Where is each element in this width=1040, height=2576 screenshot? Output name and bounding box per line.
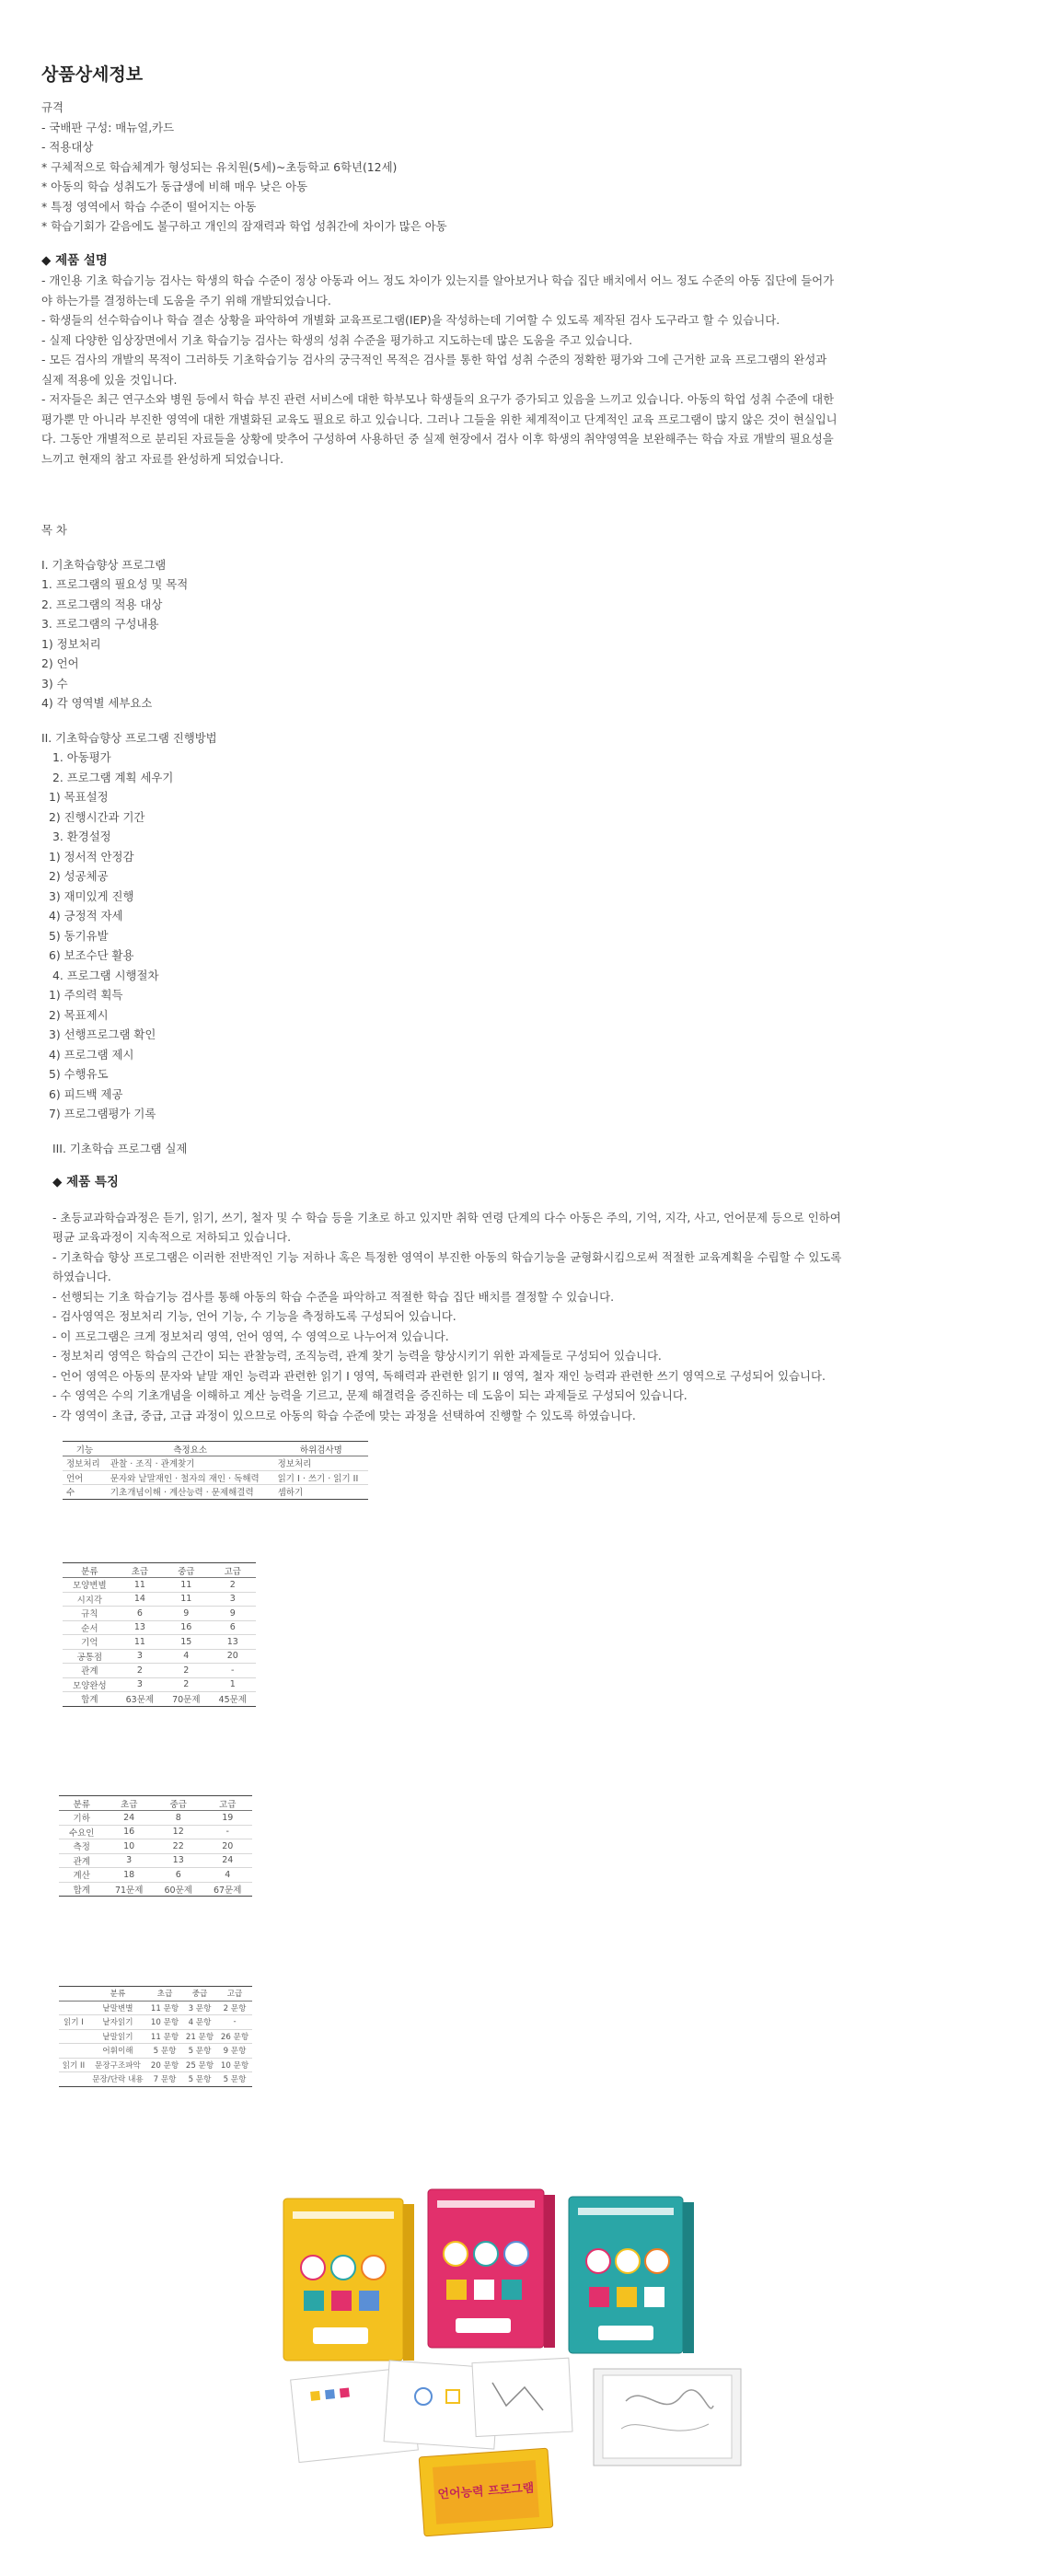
description-line: - 모든 검사의 개발의 목적이 그러하듯 기초학습기능 검사의 궁극적인 목적은 검사를 통한 학업 성취 수준의 정확한 평가와 그에 근거한 교육 프로그램의 완성과 [41,353,827,366]
table-row [59,1882,252,1897]
table-cell: 6 [154,1868,203,1883]
toc-item: 5) 동기유발 [49,928,109,943]
table-cell: 합계 [63,1692,117,1707]
table-cell: 읽기 II [59,2058,88,2072]
table-cell: 9 [163,1607,209,1621]
toc-item: 1) 정보처리 [41,636,101,651]
toc-item: 1) 목표설정 [49,790,109,804]
table-cell: 관계 [63,1664,117,1678]
table-header: 초급 [104,1796,154,1811]
toc-item: 2. 프로그램 계획 세우기 [52,770,174,784]
table-cell: 어휘이해 [88,2044,147,2059]
table-cell: 언어 [63,1470,107,1485]
table-cell: 계산 [59,1868,104,1883]
table-cell [59,2072,88,2087]
table-header: 기능 [63,1442,107,1456]
features-section [41,1173,879,1425]
toc-part-title: II. 기초학습향상 프로그램 진행방법 [41,730,217,745]
table-cell [59,2001,88,2015]
intro-line: - 국배판 구성: 매뉴얼,카드 [41,120,175,134]
table-header: 중급 [163,1563,209,1578]
table-cell: 모양완성 [63,1677,117,1692]
intro-line: - 적용대상 [41,140,94,154]
table-cell: 기초개념이해 · 계산능력 · 문제해결력 [107,1485,274,1500]
table-cell: 기억 [63,1635,117,1650]
intro-line: * 특정 영역에서 학습 수준이 떨어지는 아동 [41,199,257,214]
table-row [63,1592,256,1607]
table-cell: 5 문항 [147,2044,182,2059]
toc-item: 1. 아동평가 [52,750,111,764]
table-row [63,1649,256,1664]
table-cell: 24 [202,1853,252,1868]
table-cell: 16 [163,1620,209,1635]
description-line: 야 하는가를 결정하는데 도움을 주기 위해 개발되었습니다. [41,293,331,307]
description-section [41,251,879,470]
product-photo [276,2180,755,2539]
table-cell: 2 [163,1677,209,1692]
toc-item: 6) 피드백 제공 [49,1086,123,1101]
detail-content [41,98,879,1425]
description-line: - 개인용 기초 학습기능 검사는 학생의 학습 수준이 정상 아동과 어느 정도 차이가 있는지를 알아보거나 학습 집단 배치에서 어느 정도 수준의 아동 집단에 들어가 [41,273,835,287]
feature-line: - 언어 영역은 아동의 문자와 낱말 재인 능력과 관련한 읽기 I 영역, 독해력과 관련한 읽기 II 영역, 철자 재인 능력과 관련한 쓰기 영역으로 구성되어 있습니다. [52,1368,826,1383]
intro-line: * 아동의 학습 성취도가 동급생에 비해 매우 낮은 아동 [41,180,308,193]
table-cell: 15 [163,1635,209,1650]
toc-item: 5) 수행유도 [49,1067,109,1081]
toc-item: 3) 수 [41,676,68,690]
table-row [59,1839,252,1854]
intro-line: 규격 [41,100,64,114]
toc-item: 2) 언어 [41,656,79,670]
toc-item: 2) 목표제시 [49,1007,109,1022]
table-header: 고급 [202,1796,252,1811]
language-card-booklet [419,2448,553,2536]
toc-section [41,520,879,1158]
teal-program-box [569,2197,694,2353]
toc-item: 4. 프로그램 시행절차 [52,968,159,982]
table-cell: 낱자읽기 [88,2015,147,2030]
toc-item: 1. 프로그램의 필요성 및 목적 [41,577,189,591]
features-title: ◆ 제품 특징 [52,1175,119,1189]
feature-line: - 초등교과학습과정은 듣기, 읽기, 쓰기, 철자 및 수 학습 등을 기초로 하고 있지만 취학 연령 단계의 다수 아동은 주의, 기억, 지각, 사고, 언어문제 등으로 인하여 [52,1210,841,1224]
table-cell: 19 [202,1811,252,1826]
toc-item: 3) 재미있게 진행 [49,888,134,903]
feature-line: - 각 영역이 초급, 중급, 고급 과정이 있으므로 아동의 학습 수준에 맞는 과정을 선택하여 진행할 수 있도록 하였습니다. [52,1408,636,1422]
table-cell: 3 [104,1853,154,1868]
pink-program-box [428,2189,555,2348]
function-table [63,1441,368,1500]
table-cell: 14 [117,1592,163,1607]
table-header: 중급 [154,1796,203,1811]
page-heading: 상품상세정보 [41,64,144,85]
table-row [59,2015,252,2030]
description-line: 평가뿐 만 아니라 부진한 영역에 대한 개별화된 교육도 필요로 하고 있습니다. 그러나 그들을 위한 체계적이고 단계적인 교육 프로그램이 많지 않은 것이 현실입니 [41,412,838,426]
table-cell: 10 문항 [217,2058,252,2072]
table-cell: 4 문항 [182,2015,217,2030]
yellow-program-box [283,2199,414,2361]
table-header: 초급 [147,1987,182,2002]
table-header: 하위검사명 [274,1442,368,1456]
table-cell: 11 [117,1635,163,1650]
table-header: 분류 [88,1987,147,2002]
table-cell [59,2044,88,2059]
description-title: ◆ 제품 설명 [41,252,108,268]
feature-line: - 기초학습 향상 프로그램은 이러한 전반적인 기능 저하나 혹은 특정한 영역이 부진한 아동의 학습기능을 균형화시킴으로써 적절한 교육계획을 수립할 수 있도록 [52,1249,842,1264]
table-cell: 문장/단락 내용 [88,2072,147,2087]
description-line: 느끼고 현재의 참고 자료를 완성하게 되었습니다. [41,451,284,466]
table-cell: 45문제 [210,1692,256,1707]
table-cell: 70문제 [163,1692,209,1707]
table-cell: 4 [163,1649,209,1664]
table-cell: 63문제 [117,1692,163,1707]
table-row [63,1664,256,1678]
table-row [63,1578,256,1593]
table-cell: 11 [117,1578,163,1593]
toc-item: 1) 주의력 획득 [49,988,123,1002]
table-cell: 3 [117,1677,163,1692]
table-cell: 5 문항 [182,2044,217,2059]
feature-line: - 수 영역은 수의 기초개념을 이해하고 계산 능력을 기르고, 문제 해결력을 증진하는 데 도움이 되는 과제들로 구성되어 있습니다. [52,1388,688,1402]
table-header: 중급 [182,1987,217,2002]
table-cell: 2 문항 [217,2001,252,2015]
table-cell: 읽기 I · 쓰기 · 읽기 II [274,1470,368,1485]
table-row [59,2058,252,2072]
table-cell: 정보처리 [274,1456,368,1471]
table-cell: - [217,2015,252,2030]
table-cell: 셈하기 [274,1485,368,1500]
number-table [59,1795,252,1897]
toc-item: 4) 긍정적 자세 [49,909,123,922]
toc-item: I. 기초학습향상 프로그램 [41,557,167,572]
table-header: 고급 [210,1563,256,1578]
table-cell: 60문제 [154,1882,203,1897]
table-cell: 6 [210,1620,256,1635]
table-header: 분류 [63,1563,117,1578]
table-row [63,1607,256,1621]
toc-item: 3) 선행프로그램 확인 [49,1027,156,1041]
table-cell: 10 문항 [147,2015,182,2030]
table-cell: 20 [202,1839,252,1854]
table-header: 분류 [59,1796,104,1811]
toc-part-title: III. 기초학습 프로그램 실제 [52,1141,188,1155]
reading-table [59,1986,252,2087]
table-cell: 읽기 I [59,2015,88,2030]
table-cell: 20 문항 [147,2058,182,2072]
toc-title: 목 차 [41,523,67,537]
table-cell: 26 문항 [217,2029,252,2044]
table-cell: 관찰 · 조직 · 관계찾기 [107,1456,274,1471]
table-cell: 24 [104,1811,154,1826]
table-cell: 1 [210,1677,256,1692]
table-header [59,1987,88,2002]
worksheet-cards [291,2358,572,2462]
table-cell: 3 문항 [182,2001,217,2015]
table-row [63,1692,256,1707]
table-cell: 13 [117,1620,163,1635]
table-cell: 25 문항 [182,2058,217,2072]
table-cell: 정보처리 [63,1456,107,1471]
table-header: 초급 [117,1563,163,1578]
table-cell: 3 [210,1592,256,1607]
table-row [59,2072,252,2087]
table-cell: 수요인 [59,1825,104,1839]
toc-item: 4) 프로그램 제시 [49,1047,134,1062]
table-row [63,1456,368,1471]
table-row [63,1677,256,1692]
table-cell: 13 [210,1635,256,1650]
table-cell: 3 [117,1649,163,1664]
table-cell: 합계 [59,1882,104,1897]
table-cell: 71문제 [104,1882,154,1897]
table-row [59,1853,252,1868]
feature-line: - 정보처리 영역은 학습의 근간이 되는 관찰능력, 조직능력, 관계 찾기 능력을 향상시키기 위한 과제들로 구성되어 있습니다. [52,1349,662,1363]
toc-item: 1) 정서적 안정감 [49,849,134,864]
table-cell: 5 문항 [182,2072,217,2087]
toc-item: 3. 프로그램의 구성내용 [41,617,159,631]
table-cell: 4 [202,1868,252,1883]
intro-line: * 구체적으로 학습체계가 형성되는 유치원(5세)~초등학교 6학년(12세) [41,159,398,174]
table-cell: 9 문항 [217,2044,252,2059]
table-cell: 낱말읽기 [88,2029,147,2044]
table-row [63,1620,256,1635]
table-cell: 공통점 [63,1649,117,1664]
table-cell: 8 [154,1811,203,1826]
table-cell: 모양변별 [63,1578,117,1593]
table-cell: 수 [63,1485,107,1500]
table-cell: 11 [163,1592,209,1607]
table-cell: 규칙 [63,1607,117,1621]
table-cell: 7 문항 [147,2072,182,2087]
table-row [59,2044,252,2059]
table-cell: - [202,1825,252,1839]
table-cell: 11 [163,1578,209,1593]
table-cell: 9 [210,1607,256,1621]
table-row [59,1868,252,1883]
description-line: 다. 그동안 개별적으로 분리된 자료들을 상황에 맞추어 구성하여 사용하던 중 실제 현장에서 검사 이후 학생의 취약영역을 보완해주는 학습 자료 개발의 필요성을 [41,432,834,446]
table-cell: 12 [154,1825,203,1839]
feature-line: 평균 교육과정이 지속적으로 저하되고 있습니다. [52,1230,292,1244]
table-cell: 순서 [63,1620,117,1635]
table-row [59,2001,252,2015]
table-cell [59,2029,88,2044]
table-cell: 10 [104,1839,154,1854]
table-row [63,1485,368,1500]
description-line: 실제 적용에 있을 것입니다. [41,372,178,387]
table-cell: 18 [104,1868,154,1883]
description-line: - 학생들의 선수학습이나 학습 결손 상황을 파악하여 개별화 교육프로그램(IEP)을 작성하는데 기여할 수 있도록 제작된 검사 도구라고 할 수 있습니다. [41,313,780,327]
table-cell: 67문제 [202,1882,252,1897]
table-cell: 16 [104,1825,154,1839]
table-cell: 관계 [59,1853,104,1868]
table-row [59,2029,252,2044]
feature-line: - 이 프로그램은 크게 정보처리 영역, 언어 영역, 수 영역으로 나누어져 있습니다. [52,1329,449,1343]
table-cell: 2 [117,1664,163,1678]
table-cell: - [210,1664,256,1678]
table-cell: 측정 [59,1839,104,1854]
toc-item: 4) 각 영역별 세부요소 [41,696,153,710]
table-row [63,1470,368,1485]
intro-line: * 학습기회가 같음에도 불구하고 개인의 잠재력과 학업 성취간에 차이가 많은 아동 [41,219,447,233]
toc-item: 6) 보조수단 활용 [49,948,134,962]
open-card-box [594,2369,741,2466]
table-cell: 21 문항 [182,2029,217,2044]
table-header: 고급 [217,1987,252,2002]
booklet-title: 언어능력 프로그램 [437,2481,535,2502]
intro-section [41,98,879,237]
table-cell: 20 [210,1649,256,1664]
feature-line: - 선행되는 기초 학습기능 검사를 통해 아동의 학습 수준을 파악하고 적절한 학습 집단 배치를 결정할 수 있습니다. [52,1289,615,1304]
description-line: - 저자들은 최근 연구소와 병원 등에서 학습 부진 관련 서비스에 대한 학부모나 학생들의 요구가 증가되고 있음을 느끼고 있습니다. 아동의 학업 성취 수준에 대한 [41,392,835,406]
description-line: - 실제 다양한 임상장면에서 기초 학습기능 검사는 학생의 성취 수준을 평가하고 지도하는데 많은 도움을 주고 있습니다. [41,332,633,347]
table-cell: 5 문항 [217,2072,252,2087]
toc-item: 2. 프로그램의 적용 대상 [41,597,163,611]
table-cell: 문장구조파악 [88,2058,147,2072]
info-processing-table [63,1562,256,1707]
table-cell: 2 [163,1664,209,1678]
toc-item: 3. 환경설정 [52,830,111,843]
table-cell: 22 [154,1839,203,1854]
table-cell: 11 문항 [147,2029,182,2044]
feature-line: - 검사영역은 정보처리 기능, 언어 기능, 수 기능을 측정하도록 구성되어 있습니다. [52,1309,456,1323]
table-row [59,1825,252,1839]
table-cell: 2 [210,1578,256,1593]
table-cell: 6 [117,1607,163,1621]
table-cell: 문자와 낱말재인 · 철자의 재인 · 독해력 [107,1470,274,1485]
table-header: 측정요소 [107,1442,274,1456]
table-row [63,1635,256,1650]
table-cell: 시지각 [63,1592,117,1607]
toc-item: 2) 진행시간과 기간 [49,809,145,824]
table-cell: 13 [154,1853,203,1868]
table-cell: 낱말변별 [88,2001,147,2015]
toc-item: 2) 성공체공 [49,869,109,883]
feature-line: 하였습니다. [52,1270,111,1283]
table-row [59,1811,252,1826]
table-cell: 기하 [59,1811,104,1826]
table-cell: 11 문항 [147,2001,182,2015]
toc-item: 7) 프로그램평가 기록 [49,1107,156,1120]
